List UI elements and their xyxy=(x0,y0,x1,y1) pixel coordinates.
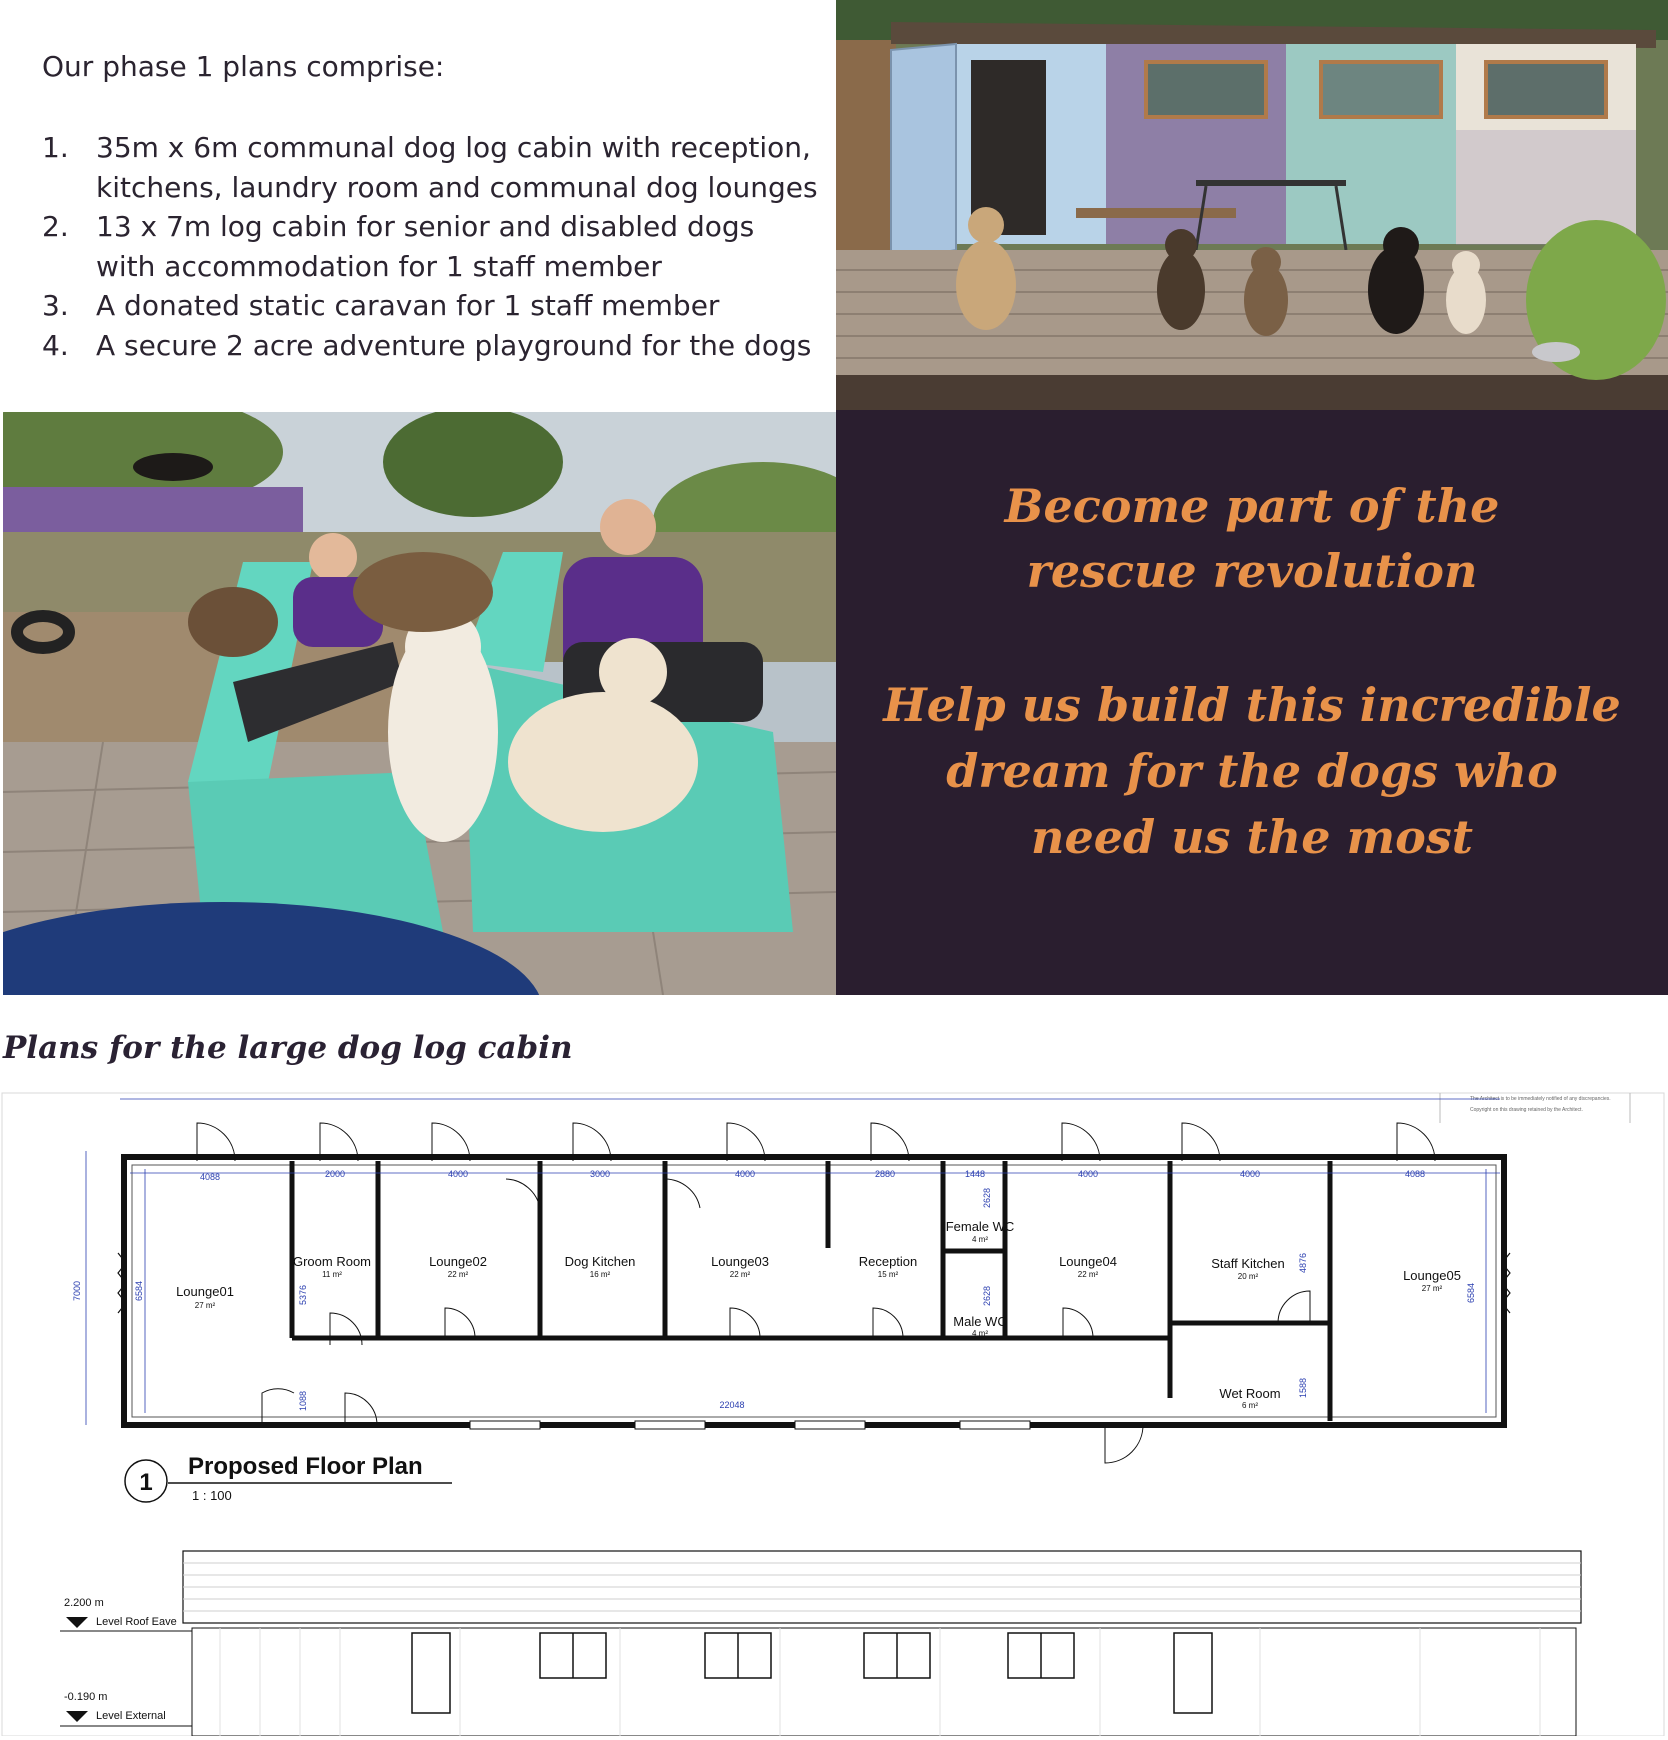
intro-section xyxy=(0,0,836,410)
dimension-label: 4088 xyxy=(199,1172,221,1182)
architect-note-2: Copyright on this drawing retained by the Architect. xyxy=(1470,1107,1583,1113)
floor-plan-scale: 1 : 100 xyxy=(192,1488,232,1503)
dimension-label: 6584 xyxy=(134,1280,144,1302)
room-area: 22 m² xyxy=(729,1270,751,1279)
room-area: 6 m² xyxy=(1242,1401,1258,1410)
list-item xyxy=(42,326,822,366)
dimension-label: 7000 xyxy=(72,1280,82,1302)
room-label: Groom Room xyxy=(292,1254,372,1269)
room-label: Female WC xyxy=(945,1219,1015,1234)
room-area: 15 m² xyxy=(877,1270,899,1279)
room-label: Reception xyxy=(858,1254,918,1269)
list-text: A secure 2 acre adventure playground for the dogs xyxy=(96,328,812,362)
corridor-dimension: 22048 xyxy=(719,1400,745,1410)
cta-line-2: rescue revolution xyxy=(1026,544,1478,598)
cta-line-4: dream for the dogs who xyxy=(946,744,1558,798)
floor-plan-title: Proposed Floor Plan xyxy=(188,1453,423,1480)
dimension-label: 2000 xyxy=(324,1169,346,1179)
cabin-photo-illustration xyxy=(836,0,1668,410)
staff-photo-illustration xyxy=(3,412,836,995)
call-to-action-panel xyxy=(836,410,1668,995)
dimension-label: 3000 xyxy=(589,1169,611,1179)
room-area: 16 m² xyxy=(589,1270,611,1279)
cta-line-5: need us the most xyxy=(1031,810,1473,864)
list-number: 2. xyxy=(42,210,69,243)
dimension-label: 2628 xyxy=(982,1285,992,1307)
plan-list xyxy=(42,128,822,365)
intro-heading: Our phase 1 plans comprise: xyxy=(42,50,445,83)
room-label: Lounge01 xyxy=(176,1284,234,1299)
plans-title: Plans for the large dog log cabin xyxy=(3,1030,573,1066)
dimension-label: 2628 xyxy=(982,1187,992,1209)
room-label: Lounge04 xyxy=(1059,1254,1117,1269)
cta-line-1: Become part of the xyxy=(1004,479,1500,533)
list-text: A donated static caravan for 1 staff member xyxy=(96,289,720,322)
room-area: 22 m² xyxy=(447,1270,469,1279)
list-number: 1. xyxy=(42,131,69,164)
list-number: 3. xyxy=(42,289,69,322)
room-area: 4 m² xyxy=(972,1235,988,1244)
list-item xyxy=(42,286,822,326)
room-label: Wet Room xyxy=(1219,1386,1281,1401)
architect-note-1: The Architect is to be immediately notified of any discrepancies. xyxy=(1470,1096,1611,1102)
dimension-label: 4000 xyxy=(734,1169,756,1179)
external-level-label: Level External xyxy=(96,1710,166,1722)
dimension-label: 4000 xyxy=(447,1169,469,1179)
dimension-label: 2880 xyxy=(874,1169,896,1179)
list-item xyxy=(42,207,822,286)
list-number: 4. xyxy=(42,328,69,362)
floor-plan-svg xyxy=(0,1083,1668,1736)
dimension-label: 4000 xyxy=(1077,1169,1099,1179)
room-label: Lounge02 xyxy=(429,1254,487,1269)
dimension-label: 4088 xyxy=(1404,1169,1426,1179)
dimension-label: 4876 xyxy=(1298,1252,1308,1274)
eave-level-value: 2.200 m xyxy=(64,1597,104,1609)
staff-with-dogs-photo xyxy=(3,412,836,995)
room-label: Lounge03 xyxy=(711,1254,769,1269)
room-area: 4 m² xyxy=(972,1329,988,1338)
list-text: 13 x 7m log cabin for senior and disabled dogs with accommodation for 1 staff member xyxy=(96,210,755,283)
room-area: 27 m² xyxy=(194,1301,216,1310)
list-text: 35m x 6m communal dog log cabin with reception, kitchens, laundry room and communal dog lounges xyxy=(96,131,818,204)
eave-level-label: Level Roof Eave xyxy=(96,1616,177,1628)
dimension-label: 6584 xyxy=(1466,1282,1476,1304)
dimension-label: 1088 xyxy=(298,1390,308,1412)
dimension-label: 1588 xyxy=(1298,1377,1308,1399)
cta-line-3: Help us build this incredible xyxy=(883,678,1621,732)
room-label: Staff Kitchen xyxy=(1211,1256,1285,1271)
cabin-dogs-photo xyxy=(836,0,1668,410)
room-area: 11 m² xyxy=(322,1270,342,1279)
dimension-label: 5376 xyxy=(298,1284,308,1306)
dimension-label: 1448 xyxy=(964,1169,986,1179)
room-area: 27 m² xyxy=(1421,1284,1443,1293)
room-label: Dog Kitchen xyxy=(564,1254,636,1269)
external-level-value: -0.190 m xyxy=(64,1691,108,1703)
floor-plan-drawing xyxy=(0,1083,1668,1736)
dimension-label: 4000 xyxy=(1239,1169,1261,1179)
list-item xyxy=(42,128,822,207)
room-label: Lounge05 xyxy=(1403,1268,1461,1283)
room-label: Male WC xyxy=(953,1314,1007,1329)
plan-number: 1 xyxy=(139,1469,153,1496)
room-area: 22 m² xyxy=(1077,1270,1099,1279)
room-area: 20 m² xyxy=(1237,1272,1259,1281)
